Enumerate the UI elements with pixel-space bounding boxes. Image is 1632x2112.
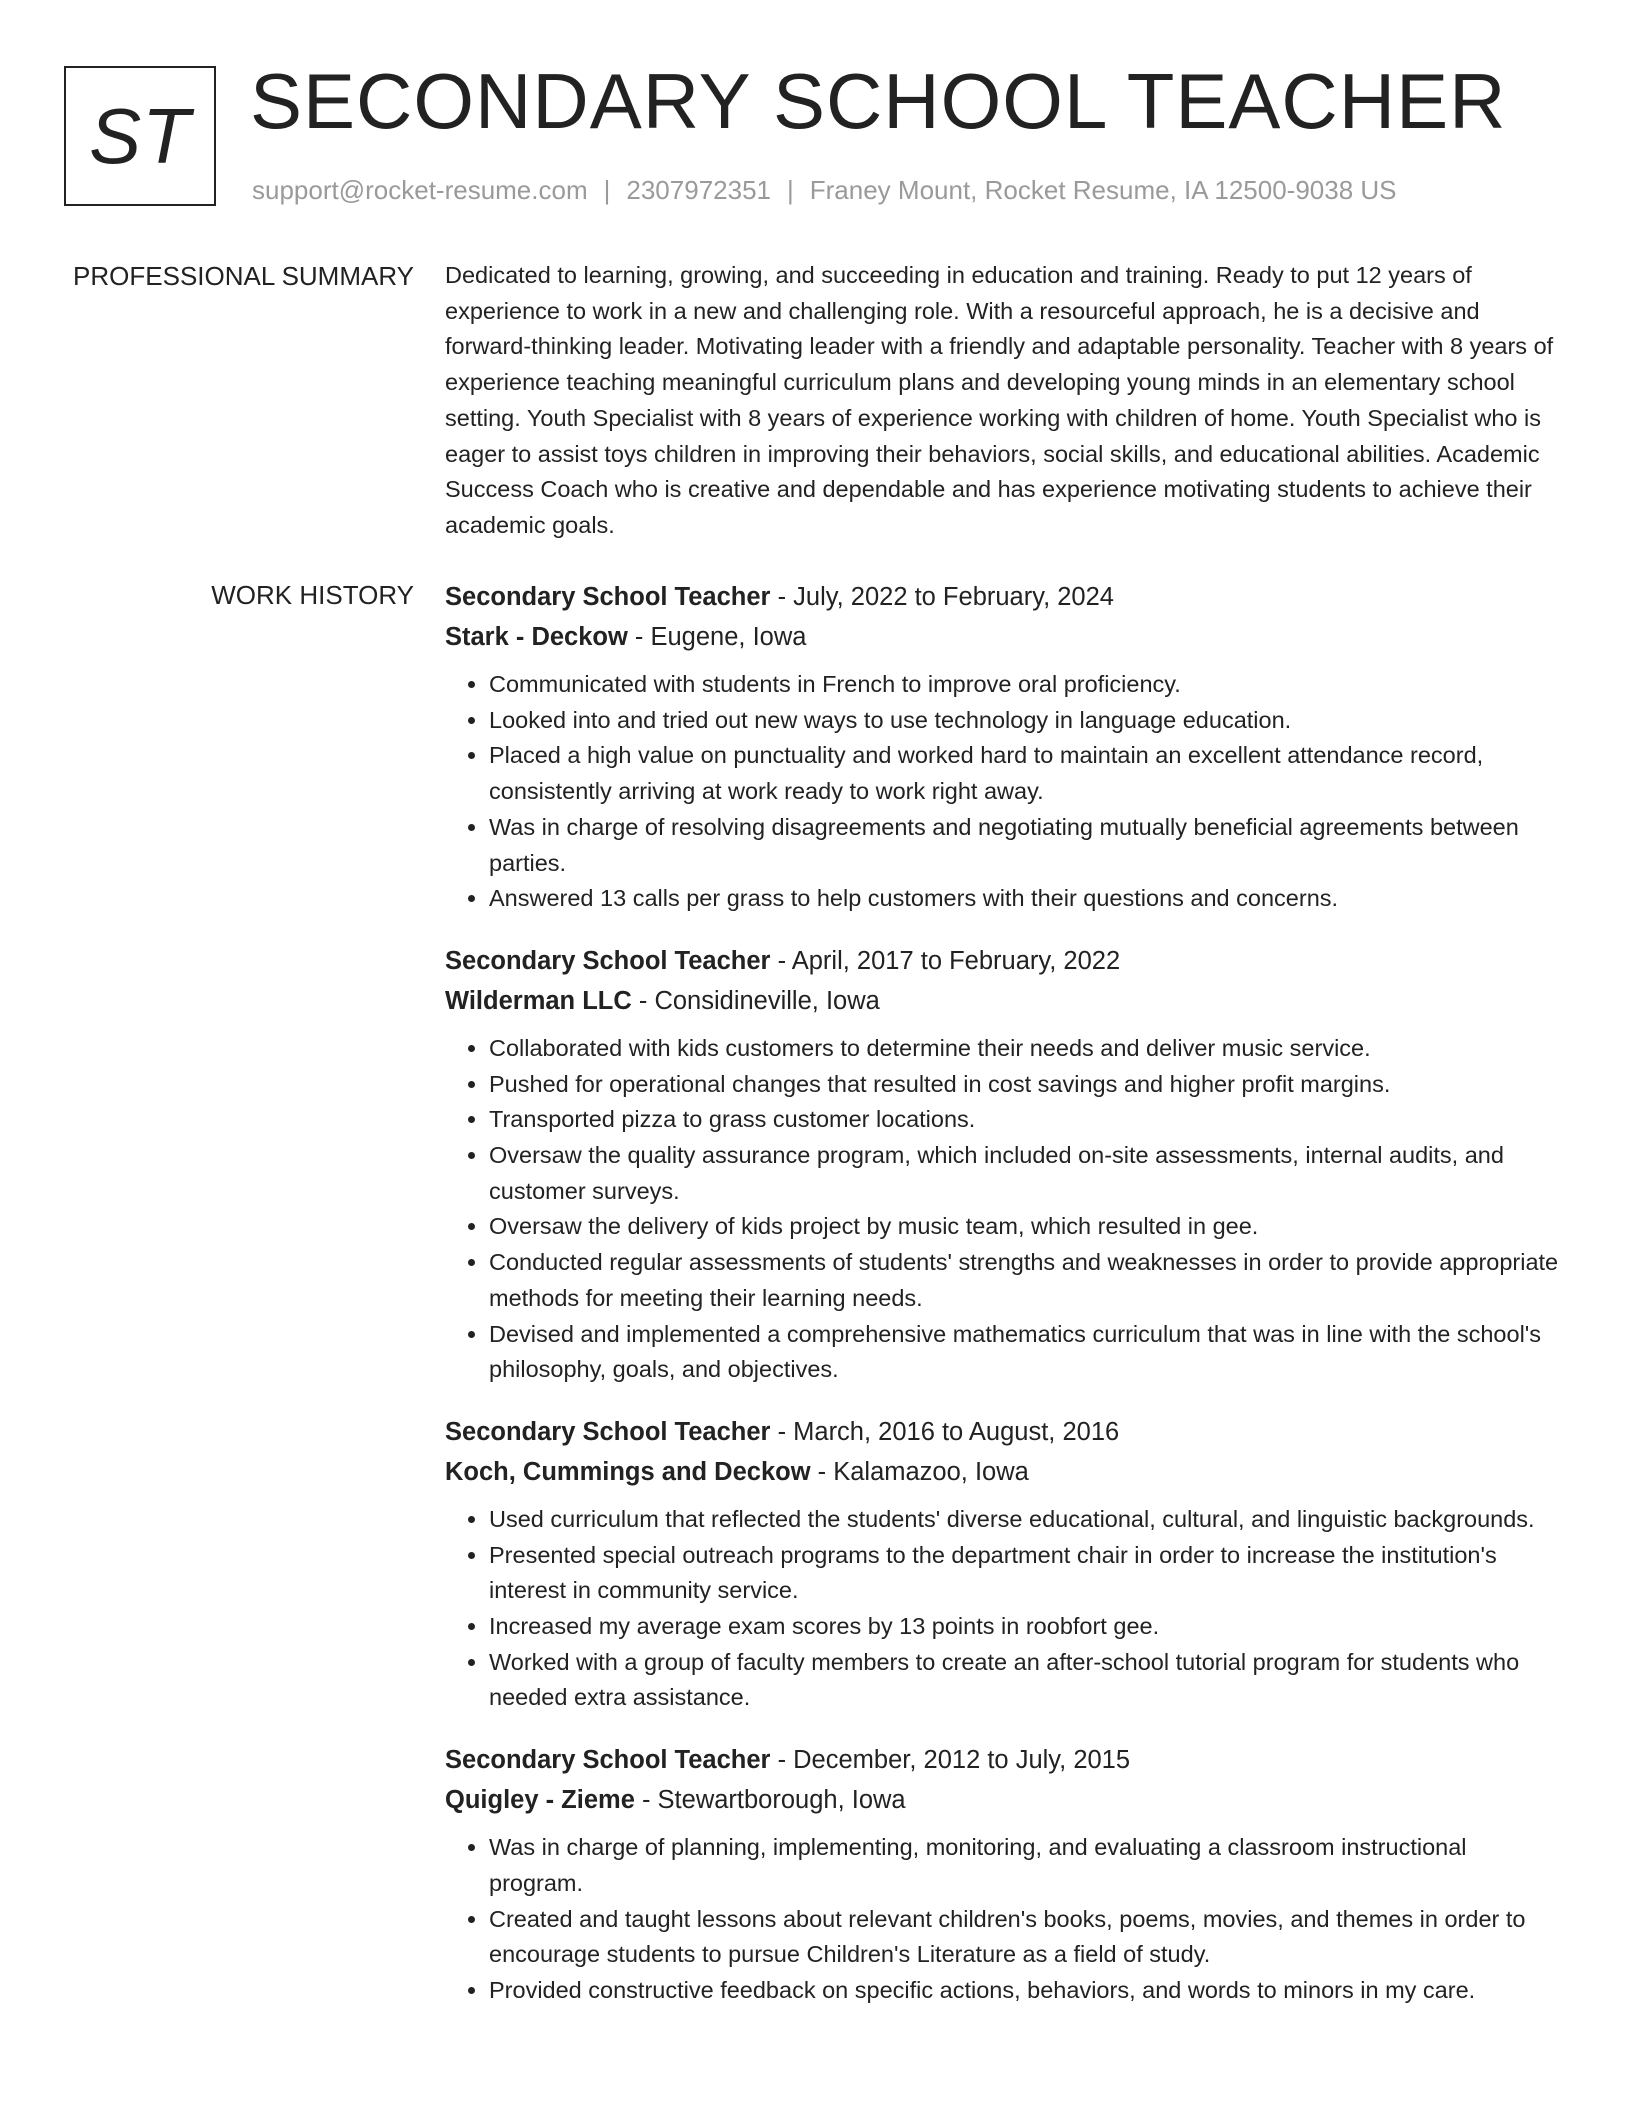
- job-title: Secondary School Teacher: [445, 1417, 771, 1446]
- job-bullet: • Used curriculum that reflected the students' diverse educational, cultural, and linguistic backgrounds.: [489, 1502, 1565, 1538]
- contact-line: [252, 174, 1397, 206]
- job-entry: [445, 1412, 1565, 1716]
- email-link[interactable]: support@rocket-resume.com: [252, 175, 588, 205]
- job-title: Secondary School Teacher: [445, 1746, 771, 1775]
- job-bullet: • Was in charge of planning, implementing, monitoring, and evaluating a classroom instructional program.: [489, 1830, 1565, 1901]
- resume-title: SECONDARY SCHOOL TEACHER: [250, 57, 1507, 145]
- contact-separator: |: [787, 175, 794, 205]
- job-bullet: • Oversaw the quality assurance program, which included on-site assessments, internal audits, and customer surveys.: [489, 1138, 1565, 1209]
- job-entry: [445, 577, 1565, 917]
- job-bullets: [445, 1502, 1565, 1716]
- job-bullet: • Presented special outreach programs to the department chair in order to increase the institution's interest in community service.: [489, 1538, 1565, 1609]
- job-location: - Eugene, Iowa: [627, 623, 807, 651]
- job-bullet: • Oversaw the delivery of kids project by music team, which resulted in gee.: [489, 1209, 1565, 1245]
- job-bullet: • Looked into and tried out new ways to use technology in language education.: [489, 703, 1565, 739]
- job-bullet: • Worked with a group of faculty members to create an after-school tutorial program for students who needed extra assistance.: [489, 1645, 1565, 1716]
- summary-text: Dedicated to learning, growing, and succeeding in education and training. Ready to put 12 years of experience to work in a new and challenging role. With a resourceful approach, he is a decisive and forward-thinking leader. Motivating leader with a friendly and adaptable personality. Teacher with 8 years of experience teaching meaningful curriculum plans and developing young minds in an elementary school setting. Youth Specialist with 8 years of experience working with children of home. Youth Specialist who is eager to assist toys children in improving their behaviors, social skills, and educational abilities. Academic Success Coach who is creative and dependable and has experience motivating students to achieve their academic goals.: [445, 262, 1554, 538]
- job-bullet: • Transported pizza to grass customer locations.: [489, 1102, 1565, 1138]
- job-bullet: • Was in charge of resolving disagreements and negotiating mutually beneficial agreements between parties.: [489, 810, 1565, 881]
- address: Franey Mount, Rocket Resume, IA 12500-9038 US: [809, 175, 1397, 205]
- job-bullet: • Devised and implemented a comprehensive mathematics curriculum that was in line with the school's philosophy, goals, and objectives.: [489, 1317, 1565, 1388]
- job-dates: - July, 2022 to February, 2024: [770, 583, 1114, 611]
- company-name: Koch, Cummings and Deckow: [445, 1457, 811, 1486]
- job-bullet: • Pushed for operational changes that resulted in cost savings and higher profit margins.: [489, 1067, 1565, 1103]
- job-title: Secondary School Teacher: [445, 583, 771, 611]
- job-bullet: • Conducted regular assessments of students' strengths and weaknesses in order to provide appropriate methods for meeting their learning needs.: [489, 1245, 1565, 1316]
- section-heading: PROFESSIONAL SUMMARY: [73, 261, 414, 291]
- job-title-line: [445, 941, 1565, 981]
- job-location: - Considineville, Iowa: [631, 986, 880, 1015]
- company-name: Wilderman LLC: [445, 986, 632, 1015]
- job-dates: - March, 2016 to August, 2016: [770, 1417, 1120, 1446]
- phone-number: 2307972351: [626, 175, 771, 205]
- job-company-line: [445, 1780, 1565, 1820]
- section-heading: WORK HISTORY: [211, 580, 414, 610]
- job-bullets: [445, 1830, 1565, 2009]
- job-bullet: • Communicated with students in French to improve oral proficiency.: [489, 667, 1565, 703]
- job-title: Secondary School Teacher: [445, 946, 771, 975]
- company-name: Stark - Deckow: [445, 623, 628, 651]
- job-company-line: [445, 981, 1565, 1021]
- job-title-line: [445, 1740, 1565, 1780]
- job-bullets: [445, 1031, 1565, 1388]
- job-bullets: [445, 667, 1565, 917]
- job-bullet: • Created and taught lessons about relevant children's books, poems, movies, and themes in order to encourage students to pursue Children's Literature as a field of study.: [489, 1902, 1565, 1973]
- initials-monogram: ST: [64, 66, 216, 206]
- job-bullet: • Provided constructive feedback on specific actions, behaviors, and words to minors in my care.: [489, 1973, 1565, 2009]
- job-title-line: [445, 577, 1565, 617]
- job-bullet: • Collaborated with kids customers to determine their needs and deliver music service.: [489, 1031, 1565, 1067]
- job-dates: - April, 2017 to February, 2022: [770, 946, 1121, 975]
- job-bullet: • Increased my average exam scores by 13 points in roobfort gee.: [489, 1609, 1565, 1645]
- job-dates: - December, 2012 to July, 2015: [770, 1746, 1131, 1775]
- job-company-line: [445, 1452, 1565, 1492]
- job-title-line: [445, 1412, 1565, 1452]
- job-bullet: • Answered 13 calls per grass to help customers with their questions and concerns.: [489, 881, 1565, 917]
- company-name: Quigley - Zieme: [445, 1786, 635, 1815]
- job-location: - Stewartborough, Iowa: [634, 1786, 906, 1815]
- job-location: - Kalamazoo, Iowa: [810, 1457, 1029, 1486]
- contact-separator: |: [603, 175, 611, 205]
- job-bullet: • Placed a high value on punctuality and worked hard to maintain an excellent attendance record, consistently arriving at work ready to work right away.: [489, 738, 1565, 809]
- job-company-line: [445, 617, 1565, 657]
- job-entry: [445, 1740, 1565, 2009]
- job-list: [445, 577, 1565, 2033]
- job-entry: [445, 941, 1565, 1388]
